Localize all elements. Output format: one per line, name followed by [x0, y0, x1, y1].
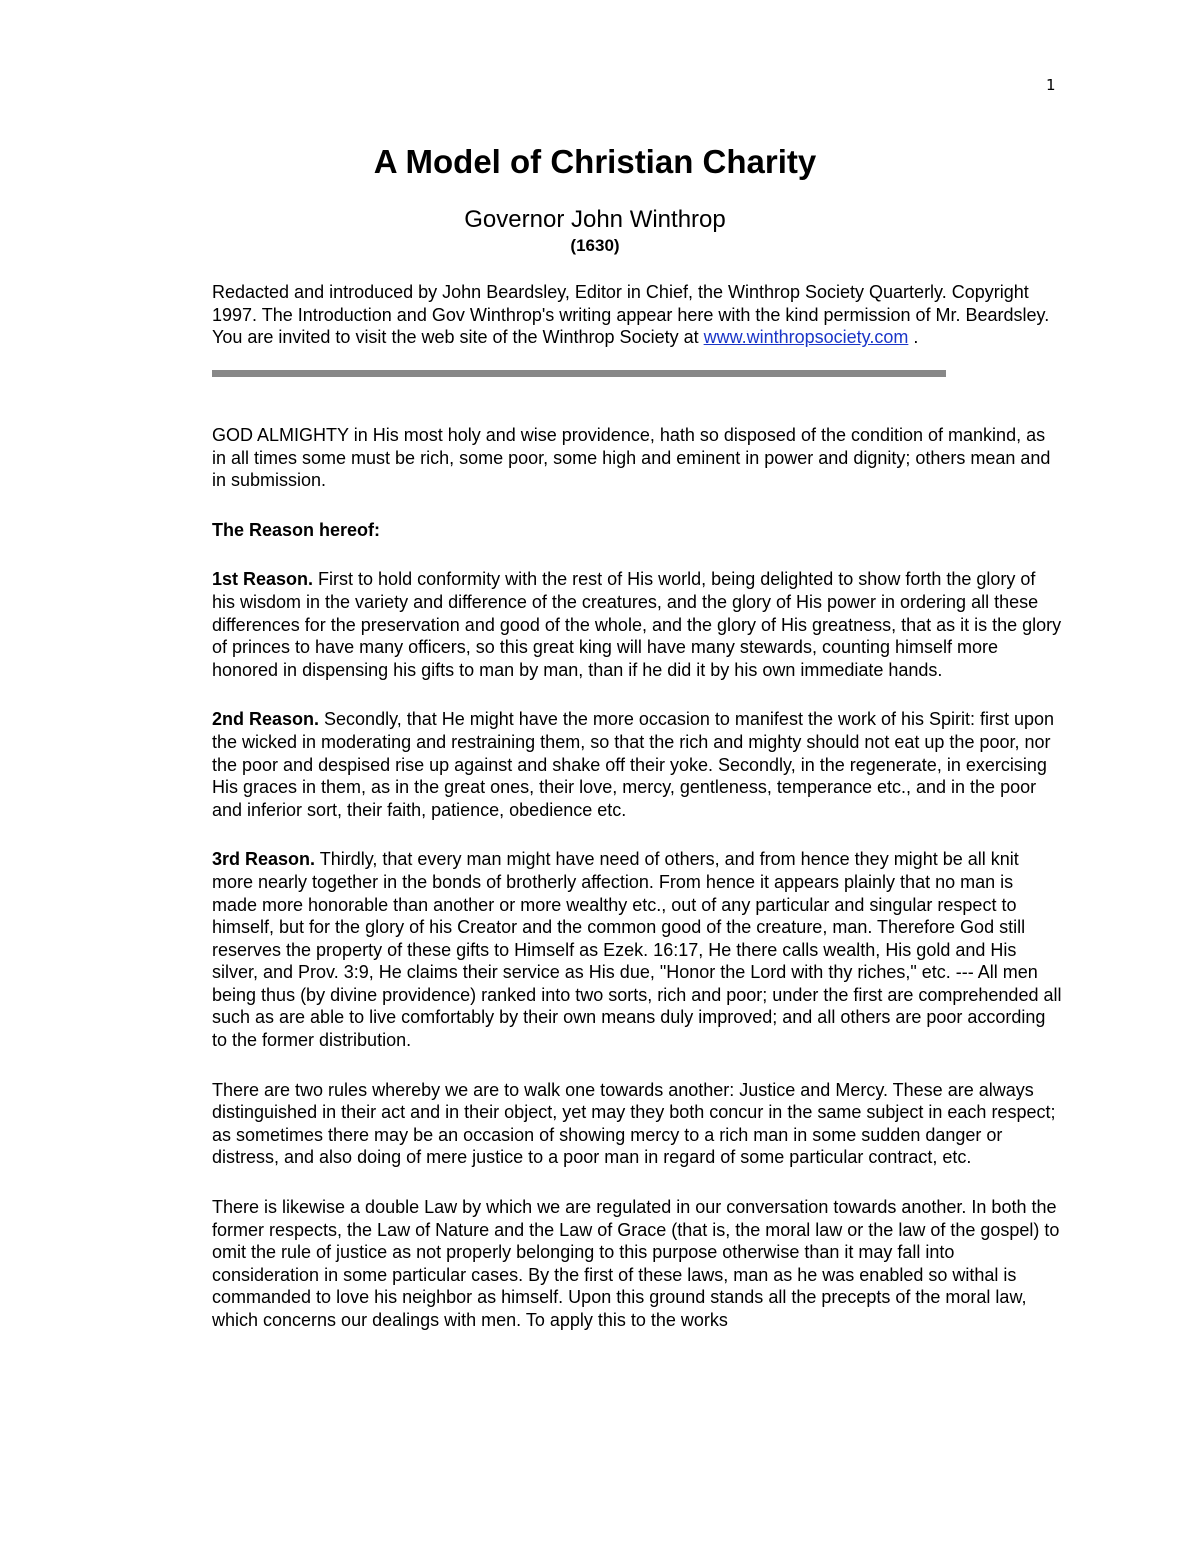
reason-heading: The Reason hereof:	[212, 519, 381, 540]
winthrop-society-link[interactable]: www.winthropsociety.com	[703, 327, 909, 348]
rules-paragraph: There are two rules whereby we are to walk one towards another: Justice and Mercy. These are always distinguished in their act and in their object, yet may they both concur in the same subject in each respect; as sometimes there may be an occasion of showing mercy to a rich man in some sudden danger or distress, and also doing of mere justice to a poor man in regard of some particular contract, etc.	[212, 1079, 1056, 1168]
reason-text-1: First to hold conformity with the rest of His world, being delighted to show forth the glory of his wisdom in the variety and difference of the creatures, and the glory of His power in ordering all these differences for the preservation and good of the whole, and the glory of His greatness, that as it is the glory of princes to have many officers, so this great king will have many stewards, counting himself more honored in dispensing his gifts to man by man, than if he did it by his own immediate hands.	[212, 569, 1062, 680]
reason-paragraph-2	[212, 708, 1062, 821]
reason-text-3: Thirdly, that every man might have need of others, and from hence they might be all knit more nearly together in the bonds of brotherly affection. From hence it appears plainly that no man is made more honorable than another or more wealthy etc., out of any particular and singular respect to himself, but for the glory of his Creator and the common good of the creature, man. Therefore God still reserves the property of these gifts to Himself as Ezek. 16:17, He there calls wealth, His gold and His silver, and Prov. 3:9, He claims their service as His due, "Honor the Lord with thy riches," etc. --- All men being thus (by divine providence) ranked into two sorts, rich and poor; under the first are comprehended all such as are able to live comfortably by their own means duly improved; and all others are poor according to the former distribution.	[212, 849, 1062, 1051]
reason-label-2: 2nd Reason.	[212, 709, 320, 730]
law-paragraph: There is likewise a double Law by which we are regulated in our conversation towards another. In both the former respects, the Law of Nature and the Law of Grace (that is, the moral law or the law of the gospel) to omit the rule of justice as not properly belonging to this purpose otherwise than it may fall into consideration in some particular cases. By the first of these laws, man as he was enabled so withal is commanded to love his neighbor as himself. Upon this ground stands all the precepts of the moral law, which concerns our dealings with men. To apply this to the works	[212, 1197, 1060, 1330]
document-title: A Model of Christian Charity	[373, 143, 817, 180]
page-number: 1	[1046, 76, 1056, 94]
intro-paragraph	[212, 281, 1062, 349]
reason-paragraph-1	[212, 568, 1062, 681]
horizontal-divider	[212, 370, 946, 377]
opening-paragraph: GOD ALMIGHTY in His most holy and wise providence, hath so disposed of the condition of mankind, as in all times some must be rich, some poor, some high and eminent in power and dignity; others mean and in submission.	[212, 425, 1051, 491]
document-body	[212, 424, 1062, 1359]
reason-label-3: 3rd Reason.	[212, 849, 316, 870]
reason-label-1: 1st Reason.	[212, 569, 314, 590]
intro-text: Redacted and introduced by John Beardsley, Editor in Chief, the Winthrop Society Quarterly. Copyright 1997. The Introduction and Gov Winthrop's writing appear here with the kind permission of Mr. Beardsley. You are invited to visit the web site of the Winthrop Society at	[212, 282, 1050, 348]
reason-paragraph-3	[212, 848, 1062, 1051]
document-author: Governor John Winthrop	[464, 206, 726, 233]
document-year: (1630)	[570, 236, 620, 255]
reason-text-2: Secondly, that He might have the more occasion to manifest the work of his Spirit: first upon the wicked in moderating and restraining them, so that the rich and mighty should not eat up the poor, nor the poor and despised rise up against and shake off their yoke. Secondly, in the regenerate, in exercising His graces in them, as in the great ones, their love, mercy, gentleness, temperance etc., and in the poor and inferior sort, their faith, patience, obedience etc.	[212, 709, 1055, 820]
intro-link-suffix: .	[908, 327, 919, 348]
